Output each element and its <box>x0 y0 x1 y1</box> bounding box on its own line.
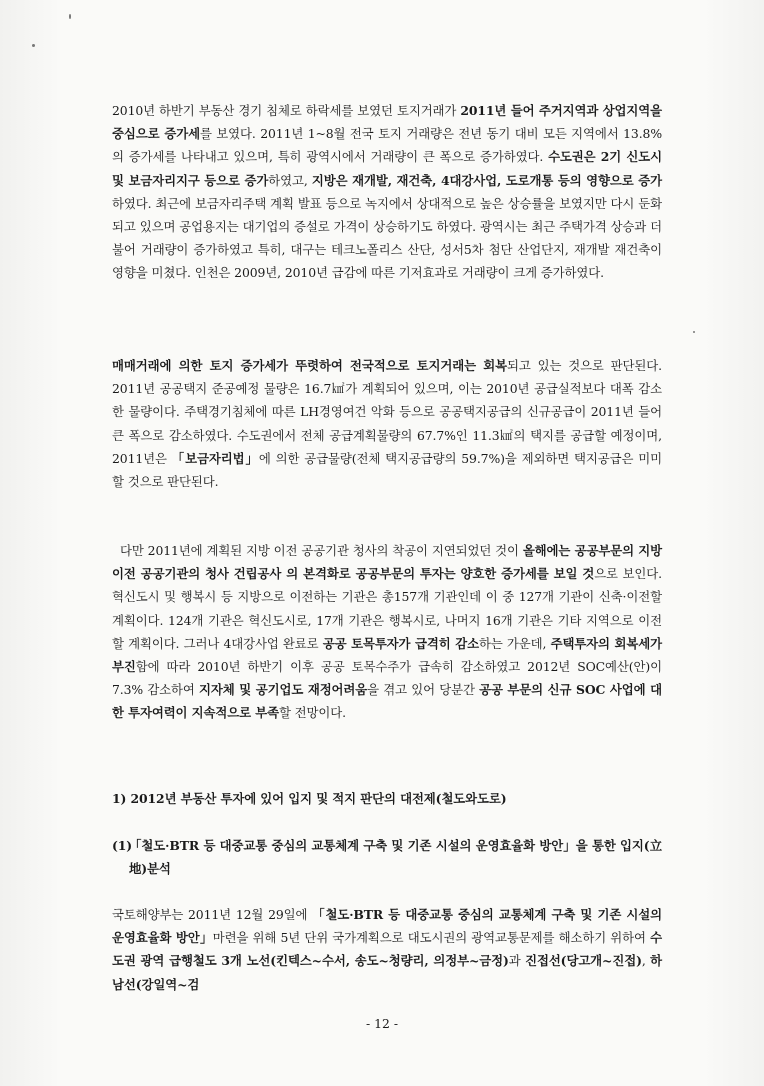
bold-text-run: 지방은 재개발, 재건축, 4대강사업, 도로개통 등의 영향으로 증가 <box>311 172 662 188</box>
paragraph-land-supply <box>112 354 662 493</box>
text-run: 을 겪고 있어 당분간 <box>367 682 480 698</box>
bold-text-run: 「보금자리법」 <box>171 450 259 466</box>
bold-text-run: 수도권은 2기 신도시 및 보금자리지구 등으로 증가 <box>112 149 663 188</box>
bold-text-run: 진접선(당고개~진접) <box>525 953 642 969</box>
bold-text-run: 「철도·BTR 등 대중교통 중심의 교통체계 구축 및 기존 시설의 운영효율화 방안」 <box>112 907 663 946</box>
section-heading: 1) 2012년 부동산 투자에 있어 입지 및 적지 판단의 대전제(철도와도로) <box>112 791 507 806</box>
paragraph-public-investment <box>112 539 662 725</box>
subsection-title: 「철도·BTR 등 대중교통 중심의 교통체계 구축 및 기존 시설의 운영효율화 방안」을 통한 입지(立地)분석 <box>129 838 662 877</box>
paragraph-text <box>112 354 662 493</box>
bold-text-run: 주택투자의 회복세가 부진 <box>112 635 662 675</box>
bold-text-run: 하남선(강일역~검 <box>112 953 662 992</box>
text-run: 으로 보인다. 혁신도시 및 행복시 등 지방으로 이전하는 기관은 총157개 기관인데 이 중 127개 기관이 신축·이전할 계획이다. 124개 기관은 혁신도시로, 17개 기관은 행복시로, 나머지 16개 기관은 기타 지역으로 이전할 계획이다. 그러나 4대강사업 완료로 <box>112 566 662 651</box>
text-run: 국토해양부는 2011년 12월 29일에 <box>112 907 313 922</box>
scan-speck <box>69 14 71 19</box>
text-run: 하는 가운데, <box>478 635 551 651</box>
text-run: 되고 있는 것으로 판단된다. 2011년 공공택지 준공예정 물량은 16.7㎢가 계획되어 있으며, 이는 2010년 공급실적보다 대폭 감소한 물량이다. 주택경기침체에 따른 LH경영여건 악화 등으로 공공택지공급의 신규공급이 2011년 들어 큰 폭으로 감소하였다. 수도권에서 전체 공급계획물량의 67.7%인 11.3㎢의 택지를 공급할 예정이며, 2011년은 <box>112 358 662 466</box>
bold-text-run: 2011년 들어 주거지역과 상업지역을 중심으로 증가세 <box>112 103 662 142</box>
subsection-number: (1) <box>112 838 133 853</box>
bold-text-run: 수도권 광역 급행철도 3개 노선(킨텍스~수서, 송도~청량리, 의정부~금정) <box>112 930 662 969</box>
text-run: 2010년 하반기 부동산 경기 침체로 하락세를 보였던 토지거래가 <box>112 103 461 118</box>
text-run: 를 보였다. 2011년 1~8월 전국 토지 거래량은 전년 동기 대비 모든 지역에서 13.8%의 증가세를 나타내고 있으며, 특히 광역시에서 거래량이 큰 폭으로 증가하였다. <box>112 126 662 165</box>
text-run: 에 의한 공급물량(전체 택지공급량의 59.7%)을 제외하면 택지공급은 미미할 것으로 판단된다. <box>112 450 662 490</box>
text-run: 하였다. 최근에 보금자리주택 계획 발표 등으로 녹지에서 상대적으로 높은 상승률을 보였지만 다시 둔화되고 있으며 공업용지는 대기업의 증설로 가격이 상승하기도 하였다. 광역시는 최근 주택가격 상승과 더불어 거래량이 증가하였고 특히, 대구는 테크노폴리스 산단, 성서5차 첨단 산업단지, 재개발 재건축이 영향을 미쳤다. 인천은 2009년, 2010년 급감에 따른 기저효과로 거래량이 크게 증가하였다. <box>112 195 662 281</box>
paragraph-transport-plan <box>112 903 662 996</box>
paragraph-text <box>112 539 662 725</box>
text-run: 하였고, <box>268 172 312 188</box>
text-run: 할 전망이다. <box>278 705 346 721</box>
paragraph-text <box>112 99 662 285</box>
bold-text-run: 공공 부문의 신규 SOC 사업에 대한 투자여력이 지속적으로 부족 <box>112 682 662 721</box>
bold-text-run: 지자체 및 공기업도 재정어려움 <box>199 682 368 698</box>
bold-text-run: 올해에는 공공부문의 지방 이전 공공기관의 청사 건립공사 의 본격화로 공공부문의 투자는 양호한 증가세를 보일 것 <box>112 543 662 582</box>
bold-text-run: 공공 토목투자가 급격히 감소 <box>322 635 479 651</box>
scan-speck <box>32 44 35 47</box>
text-run: 함에 따라 2010년 하반기 이후 공공 토목수주가 급속히 감소하였고 2012년 SOC예산(안)이 7.3% 감소하여 <box>112 659 662 698</box>
text-run: , <box>641 953 651 969</box>
page-number: - 12 - <box>365 1016 399 1031</box>
text-run: 과 <box>508 953 526 969</box>
subsection-heading <box>112 834 662 880</box>
paragraph-text <box>112 903 662 996</box>
scan-speck <box>693 331 695 333</box>
bold-text-run: 매매거래에 의한 토지 증가세가 뚜렷하여 전국적으로 토지거래는 회복 <box>112 358 507 373</box>
text-run: 다만 2011년에 계획된 지방 이전 공공기관 청사의 착공이 지연되었던 것이 <box>120 543 523 558</box>
text-run: 마련을 위해 5년 단위 국가계획으로 대도시권의 광역교통문제를 해소하기 위하여 <box>212 930 651 946</box>
paragraph-land-transactions <box>112 99 662 285</box>
